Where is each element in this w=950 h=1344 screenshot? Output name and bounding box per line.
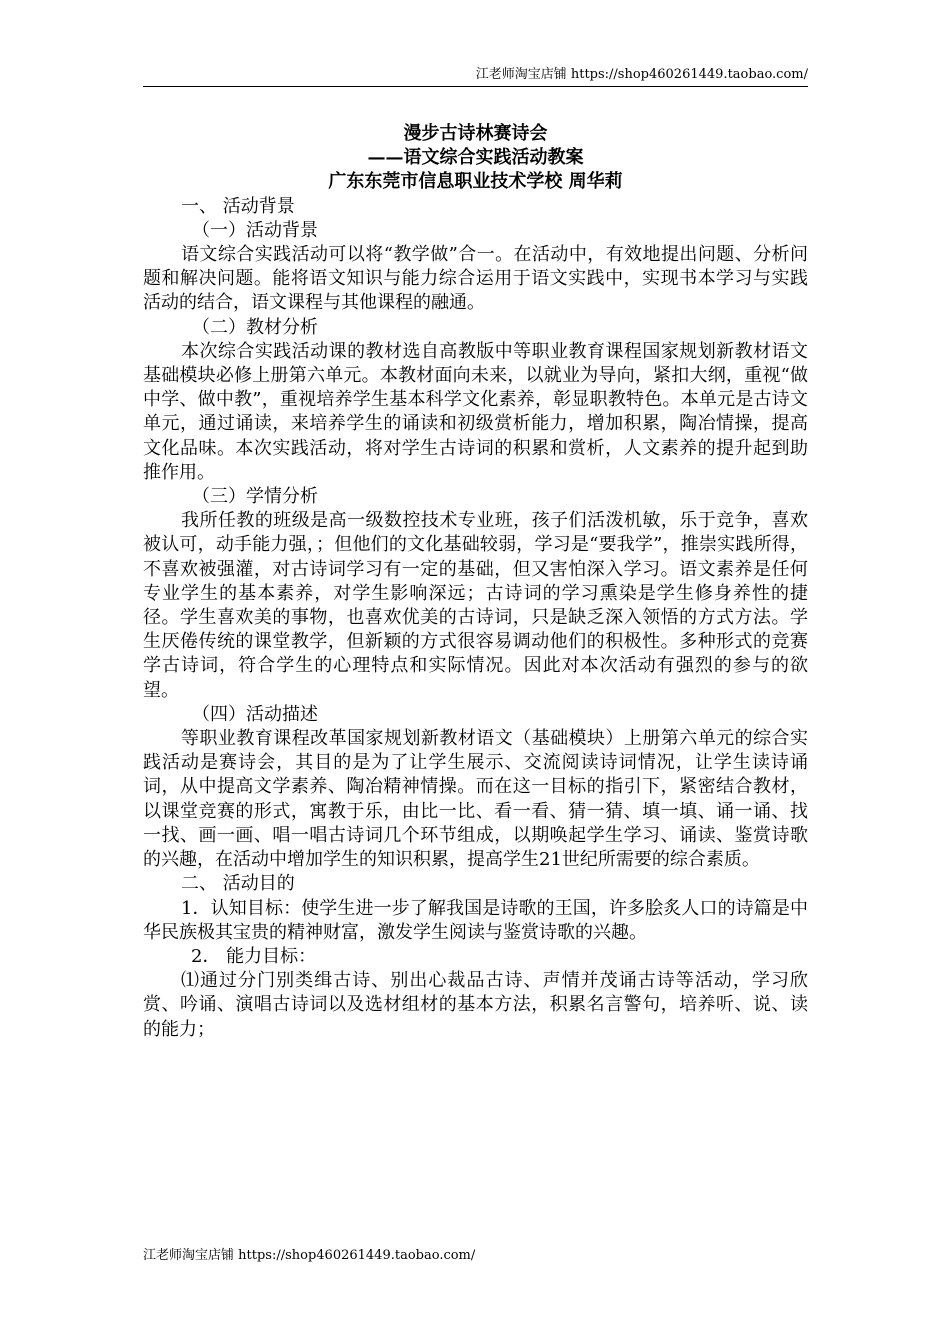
subsection-heading: （一）活动背景 <box>192 219 318 241</box>
document-body <box>143 122 808 1042</box>
paragraph: 语文综合实践活动可以将“教学做”合一。在活动中，有效地提出问题、分析问题和解决问题。能将语文知识与能力综合运用于语文实践中，实现书本学习与实践活动的结合，语文课程与其他课程的融通。 <box>143 244 808 314</box>
goal-paragraph: 1．认知目标：使学生进一步了解我国是诗歌的王国，许多脍炙人口的诗篇是中华民族极其宝贵的精神财富，激发学生阅读与鉴赏诗歌的兴趣。 <box>143 897 808 943</box>
goal-item: ⑴通过分门别类缉古诗、别出心裁品古诗、声情并茂诵古诗等活动，学习欣赏、吟诵、演唱古诗词以及选材组材的基本方法，积累名言警句，培养听、说、读的能力； <box>143 970 808 1040</box>
paragraph: 等职业教育课程改革国家规划新教材语文（基础模块）上册第六单元的综合实践活动是赛诗会，其目的是为了让学生展示、交流阅读诗词情况，让学生读诗诵词，从中提高文学素养、陶冶精神情操。而在这一目标的指引下，紧密结合教材，以课堂竞赛的形式，寓教于乐，由比一比、看一看、猜一猜、填一填、诵一诵、找一找、画一画、唱一唱古诗词几个环节组成，以期唤起学生学习、诵读、鉴赏诗歌的兴趣，在活动中增加学生的知识积累，提高学生21世纪所需要的综合素质。 <box>143 728 808 871</box>
document-author: 广东东莞市信息职业技术学校 周华莉 <box>328 171 623 193</box>
section-heading: 二、 活动目的 <box>181 873 295 895</box>
document-subtitle: ——语文综合实践活动教案 <box>367 147 584 169</box>
subsection-heading: （四）活动描述 <box>192 703 318 725</box>
paragraph: 本次综合实践活动课的教材选自高教版中等职业教育课程国家规划新教材语文基础模块必修上册第六单元。本教材面向未来，以就业为导向，紧扣大纲，重视“做中学、做中教”，重视培养学生基本科学文化素养，彰显职教特色。本单元是古诗文单元，通过诵读，来培养学生的诵读和初级赏析能力，增加积累，陶冶情操，提高文化品味。本次实践活动，将对学生古诗词的积累和赏析，人文素养的提升起到助推作用。 <box>143 340 808 483</box>
page-header: 江老师淘宝店铺 https://shop460261449.taobao.com/ <box>475 67 808 82</box>
goal-heading: 2． 能力目标： <box>191 945 317 967</box>
section-heading: 一、 活动背景 <box>181 195 295 217</box>
subsection-heading: （二）教材分析 <box>192 316 318 338</box>
paragraph: 我所任教的班级是高一级数控技术专业班，孩子们活泼机敏，乐于竞争，喜欢被认可，动手能力强，；但他们的文化基础较弱，学习是“要我学”，推崇实践所得，不喜欢被强灌，对古诗词学习有一定的基础，但又害怕深入学习。语文素养是任何专业学生的基本素养，对学生影响深远；古诗词的学习熏染是学生修身养性的捷径。学生喜欢美的事物，也喜欢优美的古诗词，只是缺乏深入领悟的方式方法。学生厌倦传统的课堂教学，但新颖的方式很容易调动他们的积极性。多种形式的竞赛学古诗词，符合学生的心理特点和实际情况。因此对本次活动有强烈的参与的欲望。 <box>143 510 808 701</box>
page-footer: 江老师淘宝店铺 https://shop460261449.taobao.com/ <box>143 1248 476 1263</box>
document-title: 漫步古诗林赛诗会 <box>403 123 548 144</box>
subsection-heading: （三）学情分析 <box>192 486 318 508</box>
header-divider <box>143 86 808 87</box>
